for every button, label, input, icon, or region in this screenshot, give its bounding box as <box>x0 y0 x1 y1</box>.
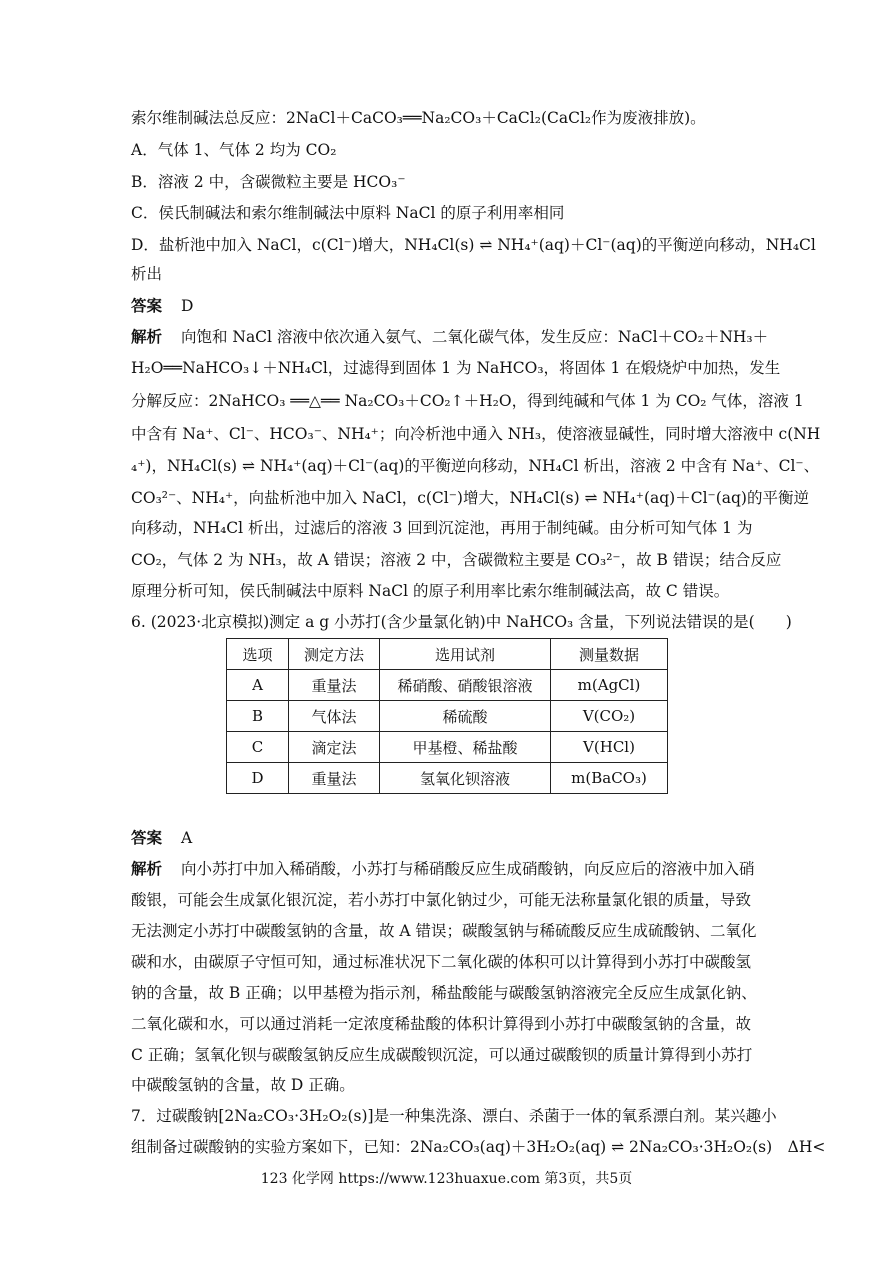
q5-analysis-line: CO₂，气体 2 为 NH₃，故 A 错误；溶液 2 中，含碳微粒主要是 CO₃²⁻，故 B 错误；结合反应 <box>131 551 782 569</box>
q6-table <box>226 638 668 794</box>
q5-analysis-line: H₂O══NaHCO₃↓＋NH₄Cl，过滤得到固体 1 为 NaHCO₃，将固体 1 在煅烧炉中加热，发生 <box>131 359 781 377</box>
table-cell: A <box>227 670 289 701</box>
table-row <box>227 701 668 732</box>
q6-analysis-line: 中碳酸氢钠的含量，故 D 正确。 <box>131 1076 355 1094</box>
analysis-text: 向小苏打中加入稀硝酸，小苏打与稀硝酸反应生成硝酸钠，向反应后的溶液中加入硝 <box>180 860 755 878</box>
page-footer: 123 化学网 https://www.123huaxue.com 第3页，共5页 <box>260 1171 633 1187</box>
q6-analysis-line: 钠的含量，故 B 正确；以甲基橙为指示剂，稀盐酸能与碳酸氢钠溶液完全反应生成氯化钠、 <box>131 984 757 1002</box>
table-row <box>227 670 668 701</box>
q6-answer <box>131 828 192 848</box>
option-d: D．盐析池中加入 NaCl，c(Cl⁻)增大，NH₄Cl(s) ⇌ NH₄⁺(aq)＋Cl⁻(aq)的平衡逆向移动，NH₄Cl <box>131 236 816 254</box>
table-cell: 稀硝酸、硝酸银溶液 <box>380 670 551 701</box>
q6-analysis-line: 二氧化碳和水，可以通过消耗一定浓度稀盐酸的体积计算得到小苏打中碳酸氢钠的含量，故 <box>131 1015 752 1033</box>
answer-value: D <box>180 297 194 315</box>
q5-analysis-line: 中含有 Na⁺、Cl⁻、HCO₃⁻、NH₄⁺；向冷析池中通入 NH₃，使溶液显碱性，同时增大溶液中 c(NH <box>131 425 821 443</box>
answer-label: 答案 <box>131 297 163 315</box>
table-header-cell: 测量数据 <box>551 639 668 670</box>
option-c: C．侯氏制碱法和索尔维制碱法中原料 NaCl 的原子利用率相同 <box>131 204 565 222</box>
option-d-cont: 析出 <box>131 265 163 283</box>
table-cell: 滴定法 <box>289 732 380 763</box>
table-cell: m(BaCO₃) <box>551 763 668 794</box>
table-cell: C <box>227 732 289 763</box>
table-header-cell: 测定方法 <box>289 639 380 670</box>
q5-analysis-line: CO₃²⁻、NH₄⁺，向盐析池中加入 NaCl，c(Cl⁻)增大，NH₄Cl(s) ⇌ NH₄⁺(aq)＋Cl⁻(aq)的平衡逆 <box>131 489 809 507</box>
option-a: A．气体 1、气体 2 均为 CO₂ <box>131 141 337 159</box>
table-cell: m(AgCl) <box>551 670 668 701</box>
table-cell: 稀硫酸 <box>380 701 551 732</box>
q6-analysis-line: 无法测定小苏打中碳酸氢钠的含量，故 A 错误；碳酸氢钠与稀硫酸反应生成硫酸钠、二氧化 <box>131 922 757 940</box>
table-cell: 甲基橙、稀盐酸 <box>380 732 551 763</box>
table-cell: 重量法 <box>289 670 380 701</box>
table-cell: 重量法 <box>289 763 380 794</box>
table-cell: V(CO₂) <box>551 701 668 732</box>
q6-analysis-line <box>131 859 754 879</box>
table-cell: 气体法 <box>289 701 380 732</box>
table-cell: B <box>227 701 289 732</box>
q6-analysis-line: C 正确；氢氧化钡与碳酸氢钠反应生成碳酸钡沉淀，可以通过碳酸钡的质量计算得到小苏打 <box>131 1046 753 1064</box>
table-header-row <box>227 639 668 670</box>
table-row <box>227 732 668 763</box>
table-cell: D <box>227 763 289 794</box>
intro-text: 索尔维制碱法总反应：2NaCl＋CaCO₃══Na₂CO₃＋CaCl₂(CaCl₂作为废液排放)。 <box>131 109 706 127</box>
q5-analysis-line <box>131 327 768 347</box>
q5-answer <box>131 296 193 316</box>
q7-line: 组制备过碳酸钠的实验方案如下，已知：2Na₂CO₃(aq)＋3H₂O₂(aq) ⇌ 2Na₂CO₃·3H₂O₂(s) ΔH< <box>131 1138 826 1156</box>
q6-stem: 6. (2023·北京模拟)测定 a g 小苏打(含少量氯化钠)中 NaHCO₃ 含量，下列说法错误的是( ) <box>131 613 792 631</box>
answer-value: A <box>180 829 193 847</box>
q5-analysis-line: 向移动，NH₄Cl 析出，过滤后的溶液 3 回到沉淀池，再用于制纯碱。由分析可知气体 1 为 <box>131 519 753 537</box>
option-b: B．溶液 2 中，含碳微粒主要是 HCO₃⁻ <box>131 173 406 191</box>
analysis-label: 解析 <box>131 860 163 878</box>
table-header-cell: 选项 <box>227 639 289 670</box>
table-row <box>227 763 668 794</box>
table-cell: 氢氧化钡溶液 <box>380 763 551 794</box>
table-header-cell: 选用试剂 <box>380 639 551 670</box>
analysis-label: 解析 <box>131 328 163 346</box>
q6-analysis-line: 酸银，可能会生成氯化银沉淀，若小苏打中氯化钠过少，可能无法称量氯化银的质量，导致 <box>131 891 752 909</box>
answer-label: 答案 <box>131 829 163 847</box>
q5-analysis-line: 原理分析可知，侯氏制碱法中原料 NaCl 的原子利用率比索尔维制碱法高，故 C 错误。 <box>131 582 730 600</box>
q7-line: 7．过碳酸钠[2Na₂CO₃·3H₂O₂(s)]是一种集洗涤、漂白、杀菌于一体的氧系漂白剂。某兴趣小 <box>131 1107 777 1125</box>
q5-analysis-line: ₄⁺)，NH₄Cl(s) ⇌ NH₄⁺(aq)＋Cl⁻(aq)的平衡逆向移动，NH₄Cl 析出，溶液 2 中含有 Na⁺、Cl⁻、 <box>131 457 820 475</box>
q6-analysis-line: 碳和水，由碳原子守恒可知，通过标准状况下二氧化碳的体积可以计算得到小苏打中碳酸氢 <box>131 953 752 971</box>
analysis-text: 向饱和 NaCl 溶液中依次通入氨气、二氧化碳气体，发生反应：NaCl＋CO₂＋NH₃＋ <box>180 328 769 346</box>
table-cell: V(HCl) <box>551 732 668 763</box>
q5-analysis-line: 分解反应：2NaHCO₃ ══△══ Na₂CO₃＋CO₂↑＋H₂O，得到纯碱和气体 1 为 CO₂ 气体，溶液 1 <box>131 392 804 410</box>
